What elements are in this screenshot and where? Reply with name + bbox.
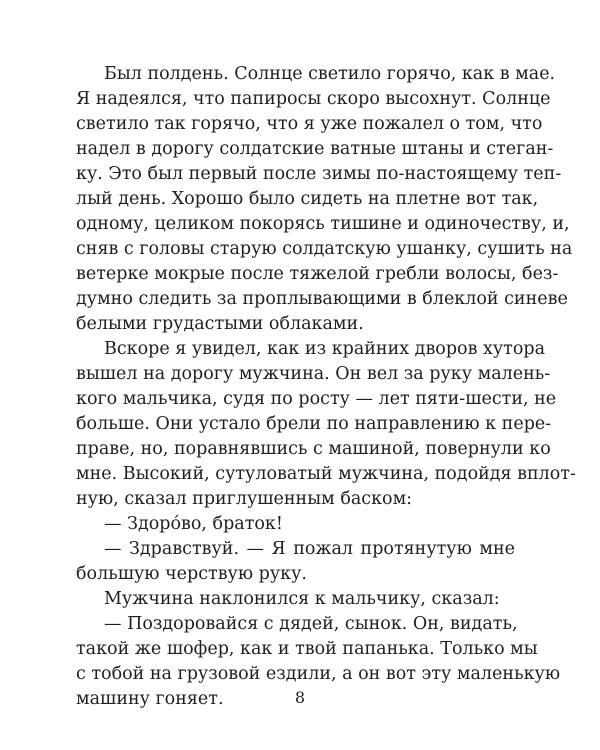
page-text — [76, 62, 576, 712]
text-line: — Здоро́во, браток! — [104, 514, 283, 534]
text-line: — Здравствуй. — Я пожал протянутую мне — [104, 539, 515, 559]
text-line: больше. Они устало брели по направлению к пере- — [76, 414, 552, 434]
text-line: надел в дорогу солдатские ватные штаны и стеган- — [76, 139, 554, 159]
text-line: белыми грудастыми облаками. — [76, 314, 364, 334]
text-line: кого мальчика, судя по росту — лет пяти-шести, не — [76, 389, 557, 409]
text-line: думно следить за проплывающими в блеклой синеве — [76, 289, 568, 309]
text-line: такой же шофер, как и твой папанька. Только мы — [76, 639, 538, 659]
text-line: светило так горячо, что я уже пожалел о том, что — [76, 114, 543, 134]
text-line: Я надеялся, что папиросы скоро высохнут. Солнце — [76, 89, 551, 109]
text-line: сняв с головы старую солдатскую ушанку, сушить на — [76, 239, 573, 259]
text-line: вышел на дорогу мужчина. Он вел за руку малень- — [76, 364, 551, 384]
text-line: одному, целиком покорясь тишине и одиночеству, и, — [76, 214, 570, 234]
text-line: — Поздоровайся с дядей, сынок. Он, видать, — [104, 614, 518, 634]
text-line: большую черствую руку. — [76, 564, 307, 584]
text-line: с тобой на грузовой ездили, а он вот эту маленькую — [76, 664, 561, 684]
text-line: ку. Это был первый после зимы по-настоящему теп- — [76, 164, 562, 184]
text-line: Мужчина наклонился к мальчику, сказал: — [104, 589, 500, 609]
text-line: ветерке мокрые после тяжелой гребли волосы, без- — [76, 264, 559, 284]
text-line: мне. Высокий, сутуловатый мужчина, подойдя вплот- — [76, 464, 576, 484]
text-line: машину гоняет. — [76, 689, 224, 709]
page-number: 8 — [294, 688, 306, 707]
text-line: Был полдень. Солнце светило горячо, как в мае. — [104, 64, 556, 84]
text-line: лый день. Хорошо было сидеть на плетне вот так, — [76, 189, 539, 209]
text-line: праве, но, поравнявшись с машиной, повернули ко — [76, 439, 551, 459]
text-line: Вскоре я увидел, как из крайних дворов хутора — [104, 339, 546, 359]
text-line: ную, сказал приглушенным баском: — [76, 489, 413, 509]
